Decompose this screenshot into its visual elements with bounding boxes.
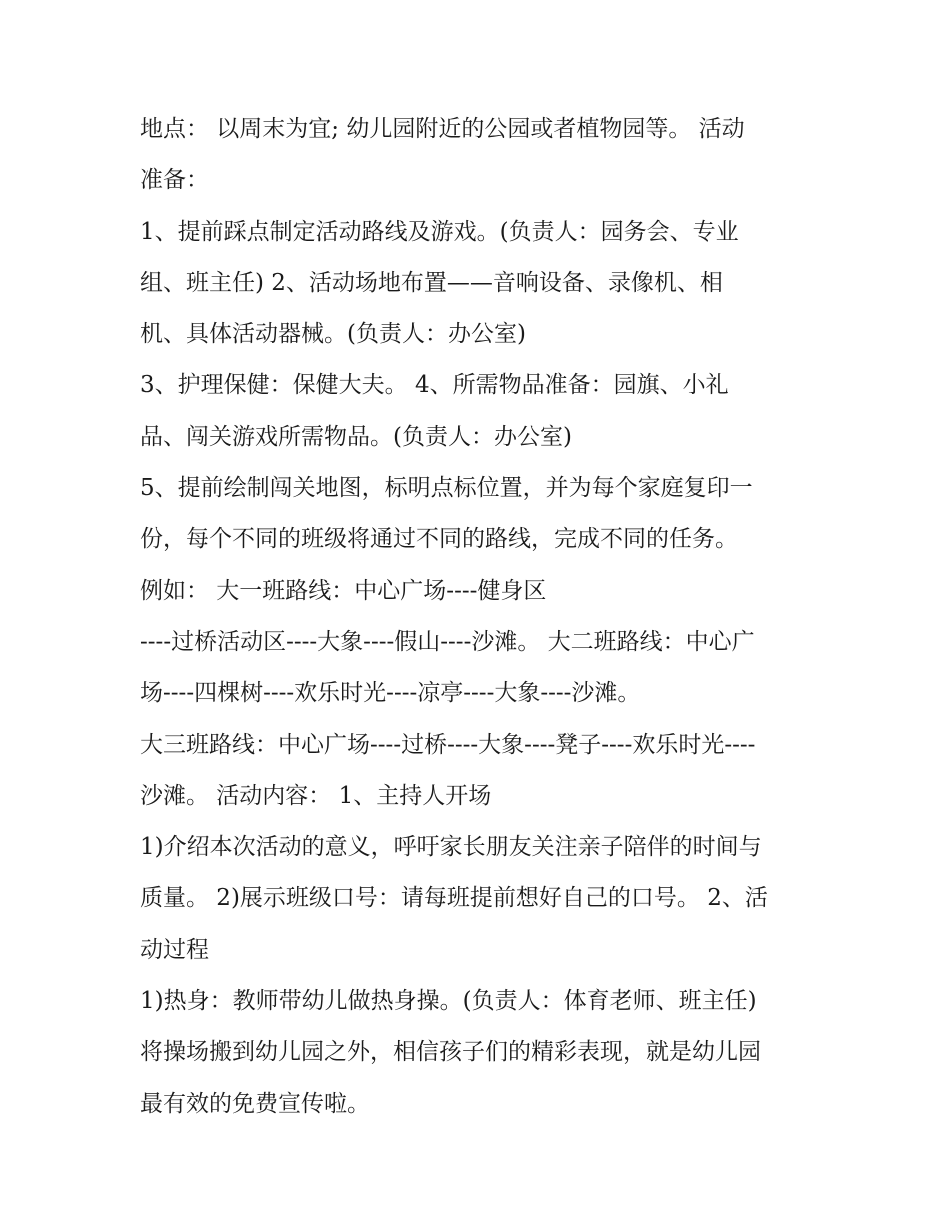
text-line: 地点： 以周末为宜; 幼儿园附近的公园或者植物园等。 活动	[140, 116, 745, 142]
document-body	[140, 104, 820, 1130]
text-line: 5、提前绘制闯关地图，标明点标位置，并为每个家庭复印一	[140, 475, 753, 502]
text-line: 大三班路线：中心广场----过桥----大象----凳子----欢乐时光----	[140, 731, 756, 758]
text-line: 动过程	[140, 936, 209, 963]
text-line: 质量。 2)展示班级口号：请每班提前想好自己的口号。 2、活	[140, 885, 768, 912]
text-line: 沙滩。 活动内容： 1、主持人开场	[140, 782, 492, 809]
text-line: 准备：	[140, 167, 209, 194]
text-line: 将操场搬到幼儿园之外，相信孩子们的精彩表现，就是幼儿园	[140, 1039, 761, 1066]
text-line: 3、护理保健：保健大夫。 4、所需物品准备：园旗、小礼	[140, 372, 729, 399]
text-line: 份，每个不同的班级将通过不同的路线，完成不同的任务。	[140, 526, 738, 553]
text-line: ----过桥活动区----大象----假山----沙滩。 大二班路线：中心广	[140, 628, 755, 655]
text-line: 最有效的免费宣传啦。	[140, 1090, 370, 1117]
text-line: 例如： 大一班路线：中心广场----健身区	[140, 577, 547, 604]
text-line: 场----四棵树----欢乐时光----凉亭----大象----沙滩。	[140, 680, 641, 707]
text-line: 机、具体活动器械。(负责人：办公室)	[140, 321, 526, 348]
text-line: 品、闯关游戏所需物品。(负责人：办公室)	[140, 423, 572, 450]
text-line: 组、班主任) 2、活动场地布置——音响设备、录像机、相	[140, 269, 723, 296]
text-line: 1)介绍本次活动的意义，呼吁家长朋友关注亲子陪伴的时间与	[140, 834, 762, 861]
text-line: 1)热身：教师带幼儿做热身操。(负责人：体育老师、班主任)	[140, 988, 757, 1015]
text-line: 1、提前踩点制定活动路线及游戏。(负责人：园务会、专业	[140, 218, 739, 245]
